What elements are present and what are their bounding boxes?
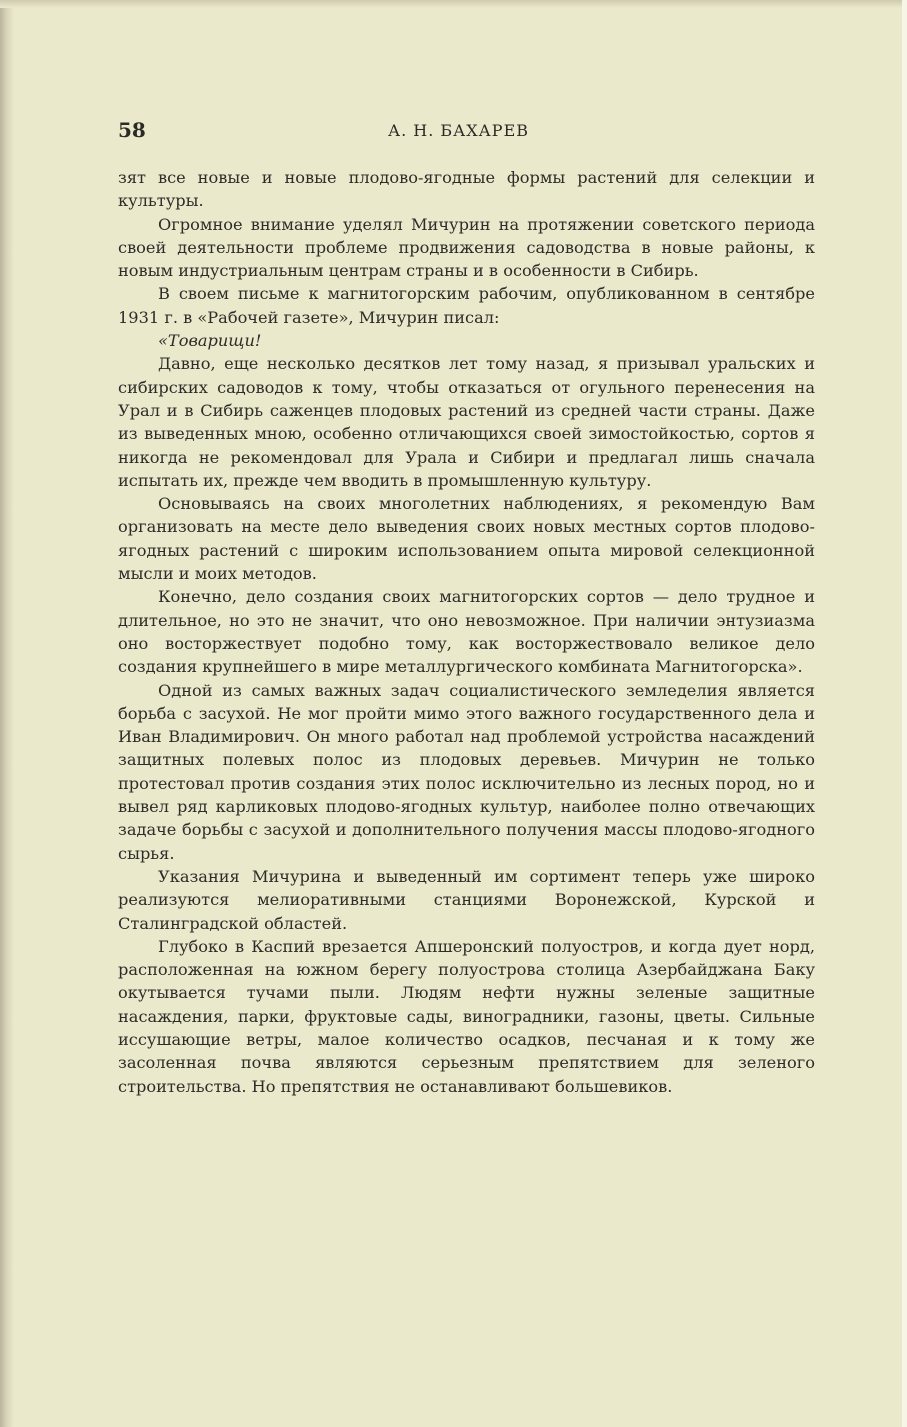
page-right-edge xyxy=(902,0,907,1427)
page-header xyxy=(118,118,815,148)
letter-paragraph: Давно, еще несколько десятков лет тому назад, я призывал уральских и сибирских садоводов к тому, чтобы отказаться от огульного перенесения на Урал и в Сибирь саженцев плодовых растений из средней части страны. Даже из выведенных мною, особенно отличающихся своей зимостойкостью, сортов я никогда не рекомендовал для Урала и Сибири и предлагал лишь сначала испытать их, прежде чем вводить в промышленную культуру. xyxy=(118,354,815,490)
page-number: 58 xyxy=(118,118,146,142)
paragraph: Огромное внимание уделял Мичурин на протяжении советского периода своей деятельности проблеме продвижения садоводства в новые районы, к новым индустриальным центрам страны и в особенности в Сибирь. xyxy=(118,214,815,281)
top-edge-shadow xyxy=(0,0,907,8)
paragraph: Указания Мичурина и выведенный им сортимент теперь уже широко реализуются мелиоративными станциями Воронежской, Курской и Сталинградской областей. xyxy=(118,866,815,933)
paragraph: Одной из самых важных задач социалистического земледелия является борьба с засухой. Не мог пройти мимо этого важного государственного дела и Иван Владимирович. Он много работал над проблемой устройства насаждений защитных полевых полос из плодовых деревьев. Мичурин не только протестовал против создания этих полос исключительно из лесных пород, но и вывел ряд карликовых плодово-ягодных культур, наиболее полно отвечающих задаче борьбы с засухой и дополнительного получения массы плодово-ягодного сырья. xyxy=(118,680,815,863)
paragraph: Глубоко в Каспий врезается Апшеронский полуостров, и когда дует норд, расположенная на южном берегу полуострова столица Азербайджана Баку окутывается тучами пыли. Людям нефти нужны зеленые защитные насаждения, парки, фруктовые сады, виноградники, газоны, цветы. Сильные иссушающие ветры, малое количество осадков, песчаная и к тому же засоленная почва являются серьезным препятствием для зеленого строительства. Но препятствия не останавливают большевиков. xyxy=(118,936,815,1096)
body-text xyxy=(118,166,815,1098)
paragraph: В своем письме к магнитогорским рабочим, опубликованном в сентябре 1931 г. в «Рабочей газете», Мичурин писал: xyxy=(118,284,815,327)
letter-paragraph: Конечно, дело создания своих магнитогорских сортов — дело трудное и длительное, но это не значит, что оно невозможное. При наличии энтузиазма оно восторжествует подобно тому, как восторжествовало великое дело создания крупнейшего в мире металлургического комбината Магнитогорска». xyxy=(118,587,815,677)
paragraph-continuation: зят все новые и новые плодово-ягодные формы растений для селекции и культуры. xyxy=(118,168,815,211)
binding-shadow xyxy=(0,0,14,1427)
running-head: А. Н. БАХАРЕВ xyxy=(388,121,529,140)
letter-salutation: «Товарищи! xyxy=(158,331,262,351)
letter-paragraph: Основываясь на своих многолетних наблюдениях, я рекомендую Вам организовать на месте дело выведения своих новых местных сортов плодово-ягодных растений с широким использованием опыта мировой селекционной мысли и моих методов. xyxy=(118,494,815,584)
